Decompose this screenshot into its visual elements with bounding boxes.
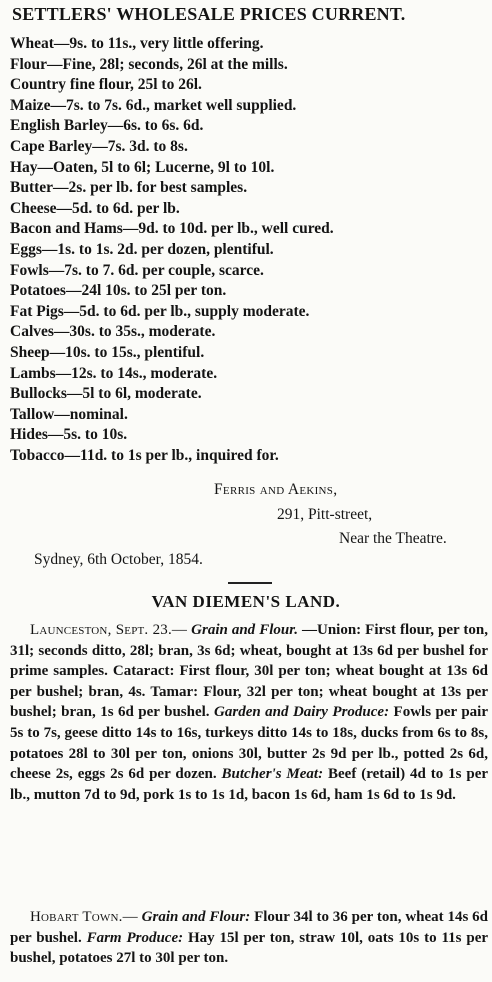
hobart-grain-text: Flour 34l to 36 per ton, wheat 14s 6d per bushel. [10,909,489,946]
hobart-grain-heading: Grain and Flour: [141,909,251,925]
price-line: Country fine flour, 25l to 26l. [10,76,202,94]
price-line: Butter—2s. per lb. for best samples. [10,179,248,197]
price-list [10,34,492,466]
price-line: Wheat—9s. to 11s., very little offering. [10,35,264,52]
price-line: Cape Barley—7s. 3d. to 8s. [10,137,188,155]
price-line: Calves—30s. to 35s., moderate. [10,323,216,341]
launceston-grain-text: —Union: First flour, per ton, 31l; seconds ditto, 28l; bran, 3s 6d; wheat, bought at 13s 6d per bushel for prime samples. Cataract: First flour, 30l per ton; wheat bought at 13s 6d per bushel; bran, 4s. Tamar: Flour, 32l per ton; wheat bought at 13s per bushel; bran, 1s 6d per bushel. [10,622,489,721]
signature-firm: Ferris and Aekins, [214,481,338,498]
price-line: Cheese—5d. to 6d. per lb. [10,199,180,217]
price-line: Hay—Oaten, 5l to 6l; Lucerne, 9l to 10l. [10,158,275,176]
hobart-produce-heading: Farm Produce: [86,929,184,946]
price-line: Tallow—nominal. [10,405,128,423]
launceston-produce-text: Fowls per pair 5s to 7s, geese ditto 14s to 16s, turkeys ditto 14s to 18s, ducks from 6s to 8s, potatoes 28l to 30l per ton, onions 30l, butter 2s 9d per lb., potted 2s 6d, cheese 2s, eggs 2s 6d per dozen. [10,704,488,783]
launceston-meat-heading: Butcher's Meat: [221,766,324,783]
price-line: Maize—7s. to 7s. 6d., market well supplied. [10,96,297,114]
section-heading: VAN DIEMEN'S LAND. [151,592,341,611]
hobart-dateline: Hobart Town.— [30,909,138,925]
signature-location: Near the Theatre. [339,530,447,547]
section-divider [228,582,272,584]
price-line: Eggs—1s. to 1s. 2d. per dozen, plentiful. [10,240,274,258]
price-line: Bacon and Hams—9d. to 10d. per lb., well cured. [10,220,334,238]
dateline: Sydney, 6th October, 1854. [34,551,203,568]
launceston-dateline: Launceston, Sept. 23.— [30,622,188,638]
price-line: Flour—Fine, 28l; seconds, 26l at the mills. [10,55,288,73]
price-line: Bullocks—5l to 6l, moderate. [10,385,202,403]
price-line: Fowls—7s. to 7. 6d. per couple, scarce. [10,261,264,279]
price-line: Tobacco—11d. to 1s per lb., inquired for. [10,446,279,464]
hobart-produce-text: Hay 15l per ton, straw 10l, oats 10s to 11s per bushel, potatoes 27l to 30l per ton. [10,929,489,967]
price-line: Lambs—12s. to 14s., moderate. [10,364,218,382]
hobart-paragraph [10,907,488,969]
launceston-meat-text: Beef (retail) 4d to 1s per lb., mutton 7d to 9d, pork 1s to 1s 1d, bacon 1s 6d, ham 1s 6d to 1s 9d. [10,766,489,803]
signature-address: 291, Pitt-street, [277,506,373,523]
launceston-grain-heading: Grain and Flour. [191,622,298,638]
price-line: Sheep—10s. to 15s., plentiful. [10,343,205,361]
price-line: English Barley—6s. to 6s. 6d. [10,117,204,135]
price-line: Fat Pigs—5d. to 6d. per lb., supply moderate. [10,302,310,320]
launceston-paragraph [10,620,488,805]
prices-heading: SETTLERS' WHOLESALE PRICES CURRENT. [12,4,406,24]
price-line: Potatoes—24l 10s. to 25l per ton. [10,282,227,300]
price-line: Hides—5s. to 10s. [10,426,128,444]
launceston-produce-heading: Garden and Dairy Produce: [214,704,390,721]
